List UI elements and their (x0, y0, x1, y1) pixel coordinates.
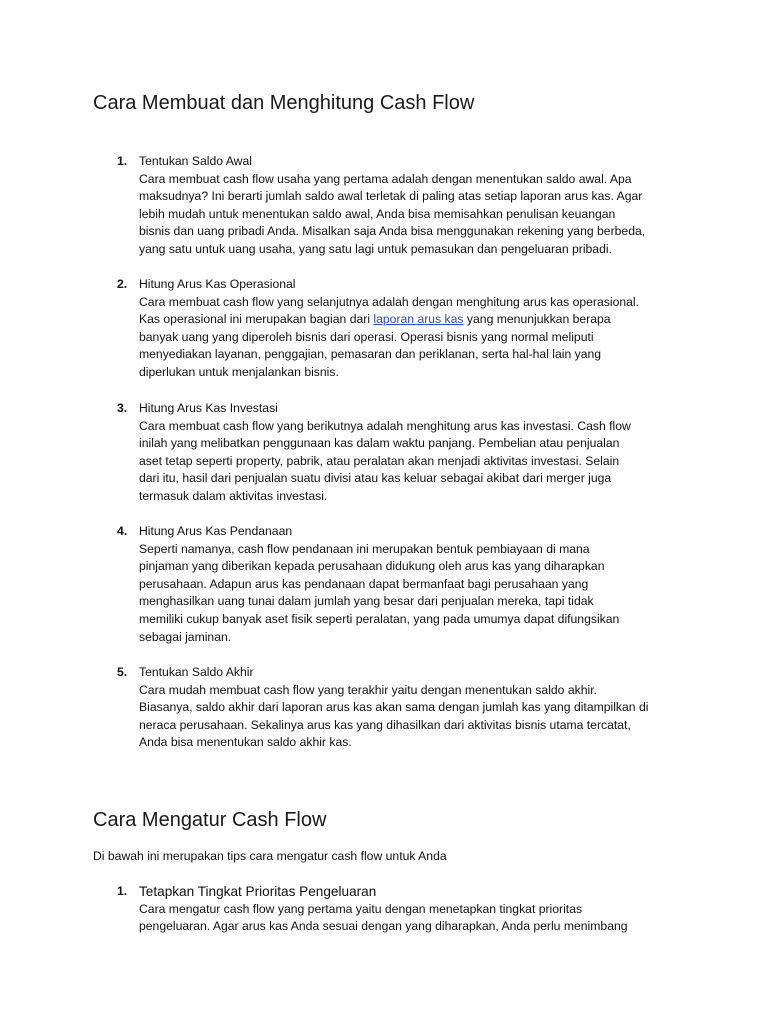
paragraph-line: inilah yang melibatkan penggunaan kas dalam waktu panjang. Pembelian atau penjualan (139, 436, 620, 451)
paragraph-line: sebagai jaminan. (139, 629, 232, 644)
paragraph-line: yang satu untuk uang usaha, yang satu lagi untuk pemasukan dan pengeluaran pribadi. (139, 241, 612, 256)
list-item-title: Tentukan Saldo Akhir (139, 665, 254, 679)
list-number: 1. (117, 884, 128, 898)
list-number: 4. (117, 524, 128, 538)
paragraph-line: Biasanya, saldo akhir dari laporan arus kas akan sama dengan jumlah kas yang ditampilkan di (139, 700, 649, 715)
paragraph-line: Cara membuat cash flow usaha yang pertama adalah dengan menentukan saldo awal. Apa (139, 171, 632, 186)
paragraph-line: perusahaan. Adapun arus kas pendanaan dapat bermanfaat bagi perusahaan yang (139, 576, 589, 591)
list-item-body (139, 682, 699, 752)
paragraph-line: Seperti namanya, cash flow pendanaan ini merupakan bentuk pembiayaan di mana (139, 541, 590, 556)
paragraph-line: menghasilkan uang tunai dalam jumlah yang besar dari penjualan mereka, tapi tidak (139, 594, 594, 609)
paragraph-line: termasuk dalam aktivitas investasi. (139, 488, 328, 503)
paragraph-line: Cara membuat cash flow yang selanjutnya adalah dengan menghitung arus kas operasional. (139, 294, 640, 309)
section-heading-cash-flow-create: Cara Membuat dan Menghitung Cash Flow (93, 92, 475, 114)
list-number: 3. (117, 401, 128, 415)
list-item-body (139, 171, 699, 259)
paragraph-line: banyak uang yang diperoleh bisnis dari operasi. Operasi bisnis yang normal meliputi (139, 329, 594, 344)
list-item-title: Tentukan Saldo Awal (139, 154, 252, 168)
list-number: 5. (117, 665, 128, 679)
section-intro: Di bawah ini merupakan tips cara mengatur cash flow untuk Anda (93, 849, 447, 863)
paragraph-text: yang menunjukkan berapa (463, 312, 611, 327)
list-item-title: Hitung Arus Kas Investasi (139, 401, 278, 415)
list-item-title: Hitung Arus Kas Operasional (139, 277, 296, 291)
paragraph-line: Cara membuat cash flow yang berikutnya adalah menghitung arus kas investasi. Cash flow (139, 418, 631, 433)
paragraph-line: dari itu, hasil dari penjualan suatu divisi atau kas keluar sebagai akibat dari merger juga (139, 471, 612, 486)
paragraph-line: pinjaman yang diberikan kepada perusahaan didukung oleh arus kas yang diharapkan (139, 559, 605, 574)
list-item-title: Tetapkan Tingkat Prioritas Pengeluaran (139, 884, 377, 899)
paragraph-line: aset tetap seperti property, pabrik, atau peralatan akan menjadi aktivitas investasi. Selain (139, 453, 620, 468)
paragraph-line: neraca perusahaan. Sekalinya arus kas yang dihasilkan dari aktivitas bisnis utama tercatat, (139, 717, 631, 732)
paragraph-line: pengeluaran. Agar arus kas Anda sesuai dengan yang diharapkan, Anda perlu menimbang (139, 919, 628, 934)
list-item-body (139, 294, 699, 382)
paragraph-line: menyediakan layanan, penggajian, pemasaran dan periklanan, serta hal-hal lain yang (139, 347, 602, 362)
paragraph-line: maksudnya? Ini berarti jumlah saldo awal terletak di paling atas setiap laporan arus kas. Agar (139, 189, 643, 204)
paragraph-line: Cara mengatur cash flow yang pertama yaitu dengan menetapkan tingkat prioritas (139, 901, 583, 916)
list-item-body (139, 418, 699, 506)
list-item-body (139, 541, 699, 647)
paragraph-line: Cara mudah membuat cash flow yang terakhir yaitu dengan menentukan saldo akhir. (139, 682, 597, 697)
paragraph-text: Kas operasional ini merupakan bagian dari (139, 312, 374, 327)
paragraph-line: lebih mudah untuk menentukan saldo awal, Anda bisa memisahkan penulisan keuangan (139, 206, 616, 221)
list-number: 1. (117, 154, 128, 168)
paragraph-line: memiliki cukup banyak aset fisik seperti peralatan, yang pada umumya dapat difungsikan (139, 611, 620, 626)
section-heading-cash-flow-manage: Cara Mengatur Cash Flow (93, 809, 327, 831)
laporan-arus-kas-link[interactable]: laporan arus kas (373, 312, 464, 327)
paragraph-line: diperlukan untuk menjalankan bisnis. (139, 364, 339, 379)
paragraph-line: Anda bisa menentukan saldo akhir kas. (139, 735, 352, 750)
list-item-body (139, 901, 699, 936)
paragraph-line: bisnis dan uang pribadi Anda. Misalkan saja Anda bisa menggunakan rekening yang berbeda, (139, 224, 646, 239)
list-number: 2. (117, 277, 128, 291)
list-item-title: Hitung Arus Kas Pendanaan (139, 524, 293, 538)
paragraph-line-with-link (139, 311, 699, 329)
